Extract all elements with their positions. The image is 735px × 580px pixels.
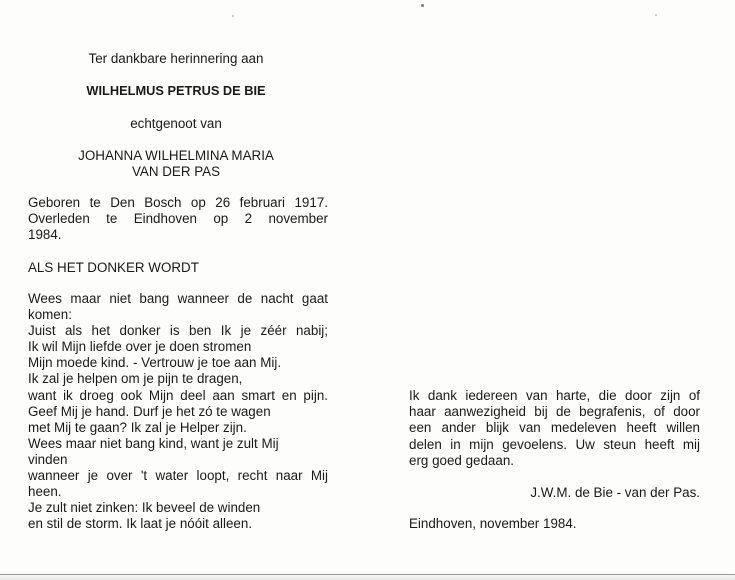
thanks-line: een ander blijk van medeleven heeft willen	[409, 420, 700, 436]
poem-line: Je zult niet zinken: Ik beveel de winden	[28, 500, 261, 516]
thanks-line: haar aanwezigheid bij de begrafenis, of door	[409, 404, 700, 420]
thanks-line: delen in mijn gevoelens. Uw steun heeft mij	[409, 436, 700, 452]
thanks-line: Ik dank iedereen van harte, die door zijn of	[409, 388, 700, 403]
poem-line: Mijn moede kind. - Vertrouw je toe aan Mij.	[28, 355, 282, 371]
poem-line: Wees maar niet bang kind, want je zult Mij	[28, 435, 279, 451]
poem-line: Ik zal je helpen om je pijn te dragen,	[28, 371, 243, 387]
death-year-line: 1984.	[28, 227, 62, 243]
poem-line: Wees maar niet bang wanneer de nacht gaat	[28, 291, 328, 306]
deceased-name: WILHELMUS PETRUS DE BIE	[86, 83, 266, 98]
poem-line: want ik droeg ook Mijn deel aan smart en pijn.	[28, 387, 328, 403]
death-line: Overleden te Eindhoven op 2 november	[28, 211, 328, 227]
dates-block	[28, 195, 328, 243]
poem-line: Geef Mij je hand. Durf je het zó te wagen	[28, 403, 271, 419]
signature: J.W.M. de Bie - van der Pas.	[530, 485, 700, 500]
relation-line: echtgenoot van	[130, 116, 222, 131]
poem-line: met Mij te gaan? Ik zal je Helper zijn.	[28, 419, 247, 435]
place-date: Eindhoven, november 1984.	[409, 516, 577, 531]
intro-line: Ter dankbare herinnering aan	[88, 51, 264, 66]
poem-line: Juist als het donker is ben Ik je zéér nabij;	[28, 323, 328, 339]
paper-speck	[655, 14, 657, 16]
poem-line: komen:	[28, 307, 72, 323]
paper-speck	[232, 15, 234, 17]
poem-block	[28, 291, 328, 532]
thanks-block	[409, 388, 700, 469]
spouse-name-line-1: JOHANNA WILHELMINA MARIA	[78, 148, 274, 163]
fold-line	[367, 0, 368, 580]
poem-title: ALS HET DONKER WORDT	[28, 260, 199, 275]
birth-line: Geboren te Den Bosch op 26 februari 1917.	[28, 195, 328, 210]
poem-line: vinden	[28, 451, 68, 467]
paper-speck	[421, 4, 424, 7]
poem-line: wanneer je over 't water loopt, recht naar Mij	[28, 468, 328, 484]
poem-line: Ik wil Mijn liefde over je doen stromen	[28, 339, 252, 355]
poem-line: en stil de storm. Ik laat je nóóit alleen.	[28, 516, 253, 532]
card-bottom-edge	[0, 571, 735, 580]
thanks-line: erg goed gedaan.	[409, 452, 514, 468]
spouse-name-line-2: VAN DER PAS	[131, 164, 221, 179]
poem-line: heen.	[28, 484, 62, 500]
card-edge-line	[0, 574, 735, 575]
